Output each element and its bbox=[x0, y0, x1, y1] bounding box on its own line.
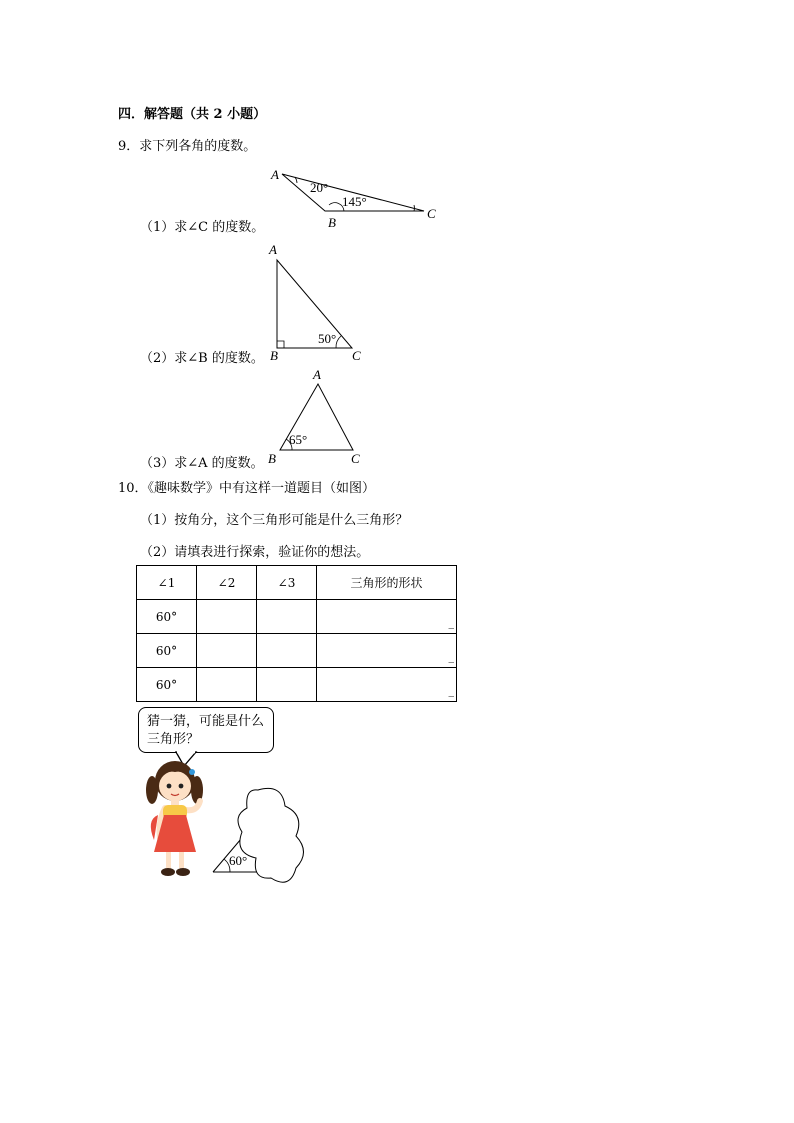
q9-part2-label: （2）求∠B 的度数。 bbox=[140, 351, 264, 366]
q9-part1-label: （1）求∠C 的度数。 bbox=[140, 220, 265, 235]
vertex-b-label: B bbox=[268, 451, 276, 466]
vertex-a-label: A bbox=[313, 367, 321, 382]
speech-bubble: 猜一猜，可能是什么三角形？ bbox=[138, 707, 274, 753]
q10-stem: 10．《趣味数学》中有这样一道题目（如图） bbox=[118, 481, 376, 496]
vertex-c-label: C bbox=[351, 451, 360, 466]
angle-c-label: 50° bbox=[318, 331, 337, 346]
vertex-c-label: C bbox=[427, 206, 436, 221]
angle-b-label: 145° bbox=[342, 194, 367, 209]
angle-b-label: 65° bbox=[289, 432, 308, 447]
q9-part3-label: （3）求∠A 的度数。 bbox=[140, 456, 264, 471]
q10-part2: （2）请填表进行探索，验证你的想法。 bbox=[140, 545, 370, 560]
header-shape: 三角形的形状 bbox=[317, 566, 457, 600]
angle-a-label: 20° bbox=[310, 180, 329, 195]
q9-stem: 9．求下列各角的度数。 bbox=[118, 139, 257, 154]
cell-angle-1: 60° bbox=[137, 668, 197, 702]
header-angle-2: ∠2 bbox=[197, 566, 257, 600]
q10-part1: （1）按角分，这个三角形可能是什么三角形？ bbox=[140, 513, 409, 528]
figure-angle-label: 60° bbox=[229, 853, 248, 868]
vertex-a-label: A bbox=[271, 167, 279, 182]
cell-angle-1: 60° bbox=[137, 634, 197, 668]
vertex-c-label: C bbox=[352, 348, 361, 363]
vertex-b-label: B bbox=[328, 215, 336, 230]
header-angle-1: ∠1 bbox=[137, 566, 197, 600]
section-title: 四．解答题（共 2 小题） bbox=[118, 107, 267, 122]
vertex-a-label: A bbox=[269, 242, 277, 257]
answer-blank: _ bbox=[448, 650, 454, 663]
vertex-b-label: B bbox=[270, 348, 278, 363]
cloud-shape bbox=[238, 788, 304, 882]
answer-blank: _ bbox=[448, 684, 454, 697]
answer-blank: _ bbox=[448, 616, 454, 629]
cell-angle-1: 60° bbox=[137, 600, 197, 634]
header-angle-3: ∠3 bbox=[257, 566, 317, 600]
